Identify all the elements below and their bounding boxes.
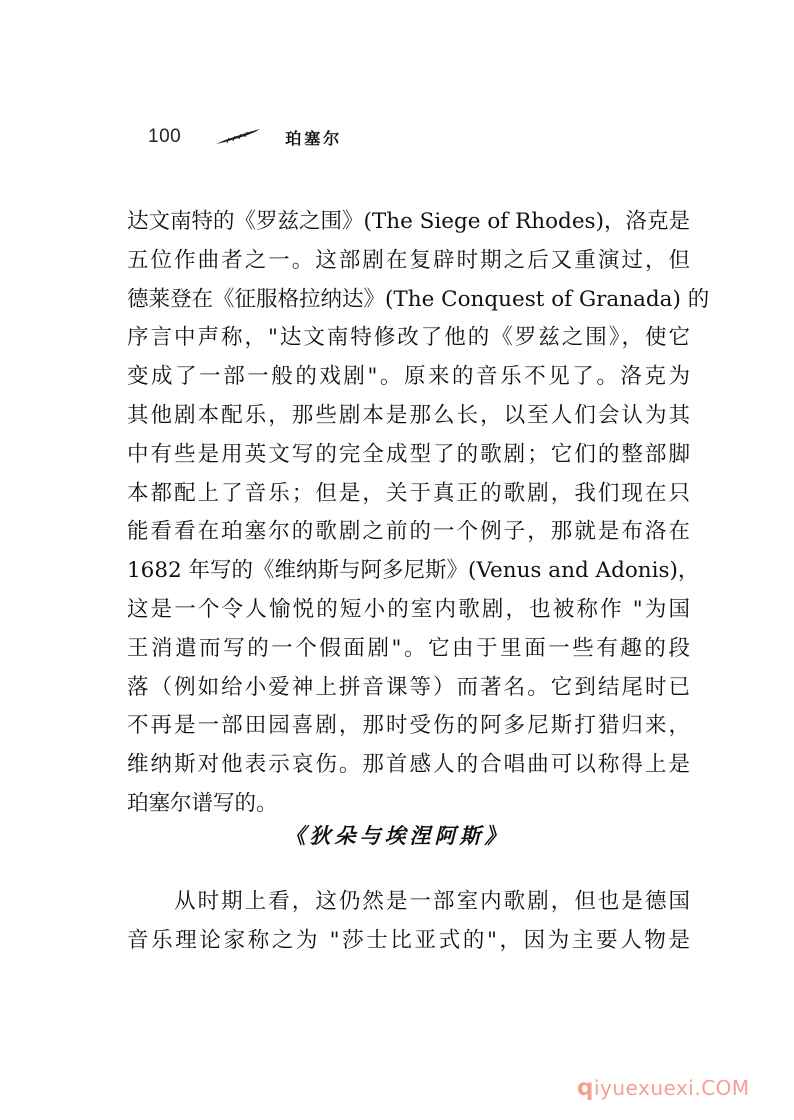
text-line: 德莱登在《征服格拉纳达》(The Conquest of Granada) 的	[127, 286, 710, 312]
text-line: 五位作曲者之一。这部剧在复辟时期之后又重演过，但	[127, 247, 690, 273]
text-line: 从时期上看，这仍然是一部室内歌剧，但也是德国	[127, 889, 690, 914]
text-line: 王消遣而写的一个假面剧"。它由于里面一些有趣的段	[127, 635, 690, 661]
section-heading: 《狄朵与埃涅阿斯》	[284, 823, 510, 848]
running-header	[148, 122, 342, 152]
watermark-logo-q: q	[577, 1075, 594, 1101]
text-line: 本都配上了音乐；但是，关于真正的歌剧，我们现在只	[127, 480, 690, 506]
text-line: 这是一个令人愉悦的短小的室内歌剧，也被称作 "为国	[127, 596, 690, 622]
running-title: 珀塞尔	[285, 128, 343, 148]
text-line: 维纳斯对他表示哀伤。那首感人的合唱曲可以称得上是	[127, 752, 690, 778]
text-line: 音乐理论家称之为 "莎士比亚式的"，因为主要人物是	[127, 927, 690, 953]
text-line: 能看看在珀塞尔的歌剧之前的一个例子，那就是布洛在	[127, 519, 690, 545]
text-line: 变成了一部一般的戏剧"。原来的音乐不见了。洛克为	[127, 364, 690, 390]
page-number: 100	[148, 126, 182, 147]
text-line: 序言中声称，"达文南特修改了他的《罗兹之围》，使它	[127, 325, 690, 351]
watermark-text: iyuexuexi.COM	[593, 1076, 750, 1100]
text-line: 其他剧本配乐，那些剧本是那么长，以至人们会认为其	[127, 402, 690, 428]
text-line: 达文南特的《罗兹之围》(The Siege of Rhodes)，洛克是	[127, 209, 690, 234]
text-line: 珀塞尔谱写的。	[127, 790, 278, 816]
paragraph-2	[127, 883, 690, 961]
paragraph-1	[127, 203, 710, 824]
text-line: 落（例如给小爱神上拼音课等）而著名。它到结尾时已	[127, 674, 690, 700]
watermark	[577, 1075, 750, 1101]
text-line: 不再是一部田园喜剧，那时受伤的阿多尼斯打猎归来，	[127, 713, 690, 739]
text-line: 中有些是用英文写的完全成型了的歌剧；它们的整部脚	[127, 441, 690, 467]
text-line: 1682 年写的《维纳斯与阿多尼斯》(Venus and Adonis)，	[127, 558, 700, 584]
quill-pen-icon	[215, 128, 261, 146]
